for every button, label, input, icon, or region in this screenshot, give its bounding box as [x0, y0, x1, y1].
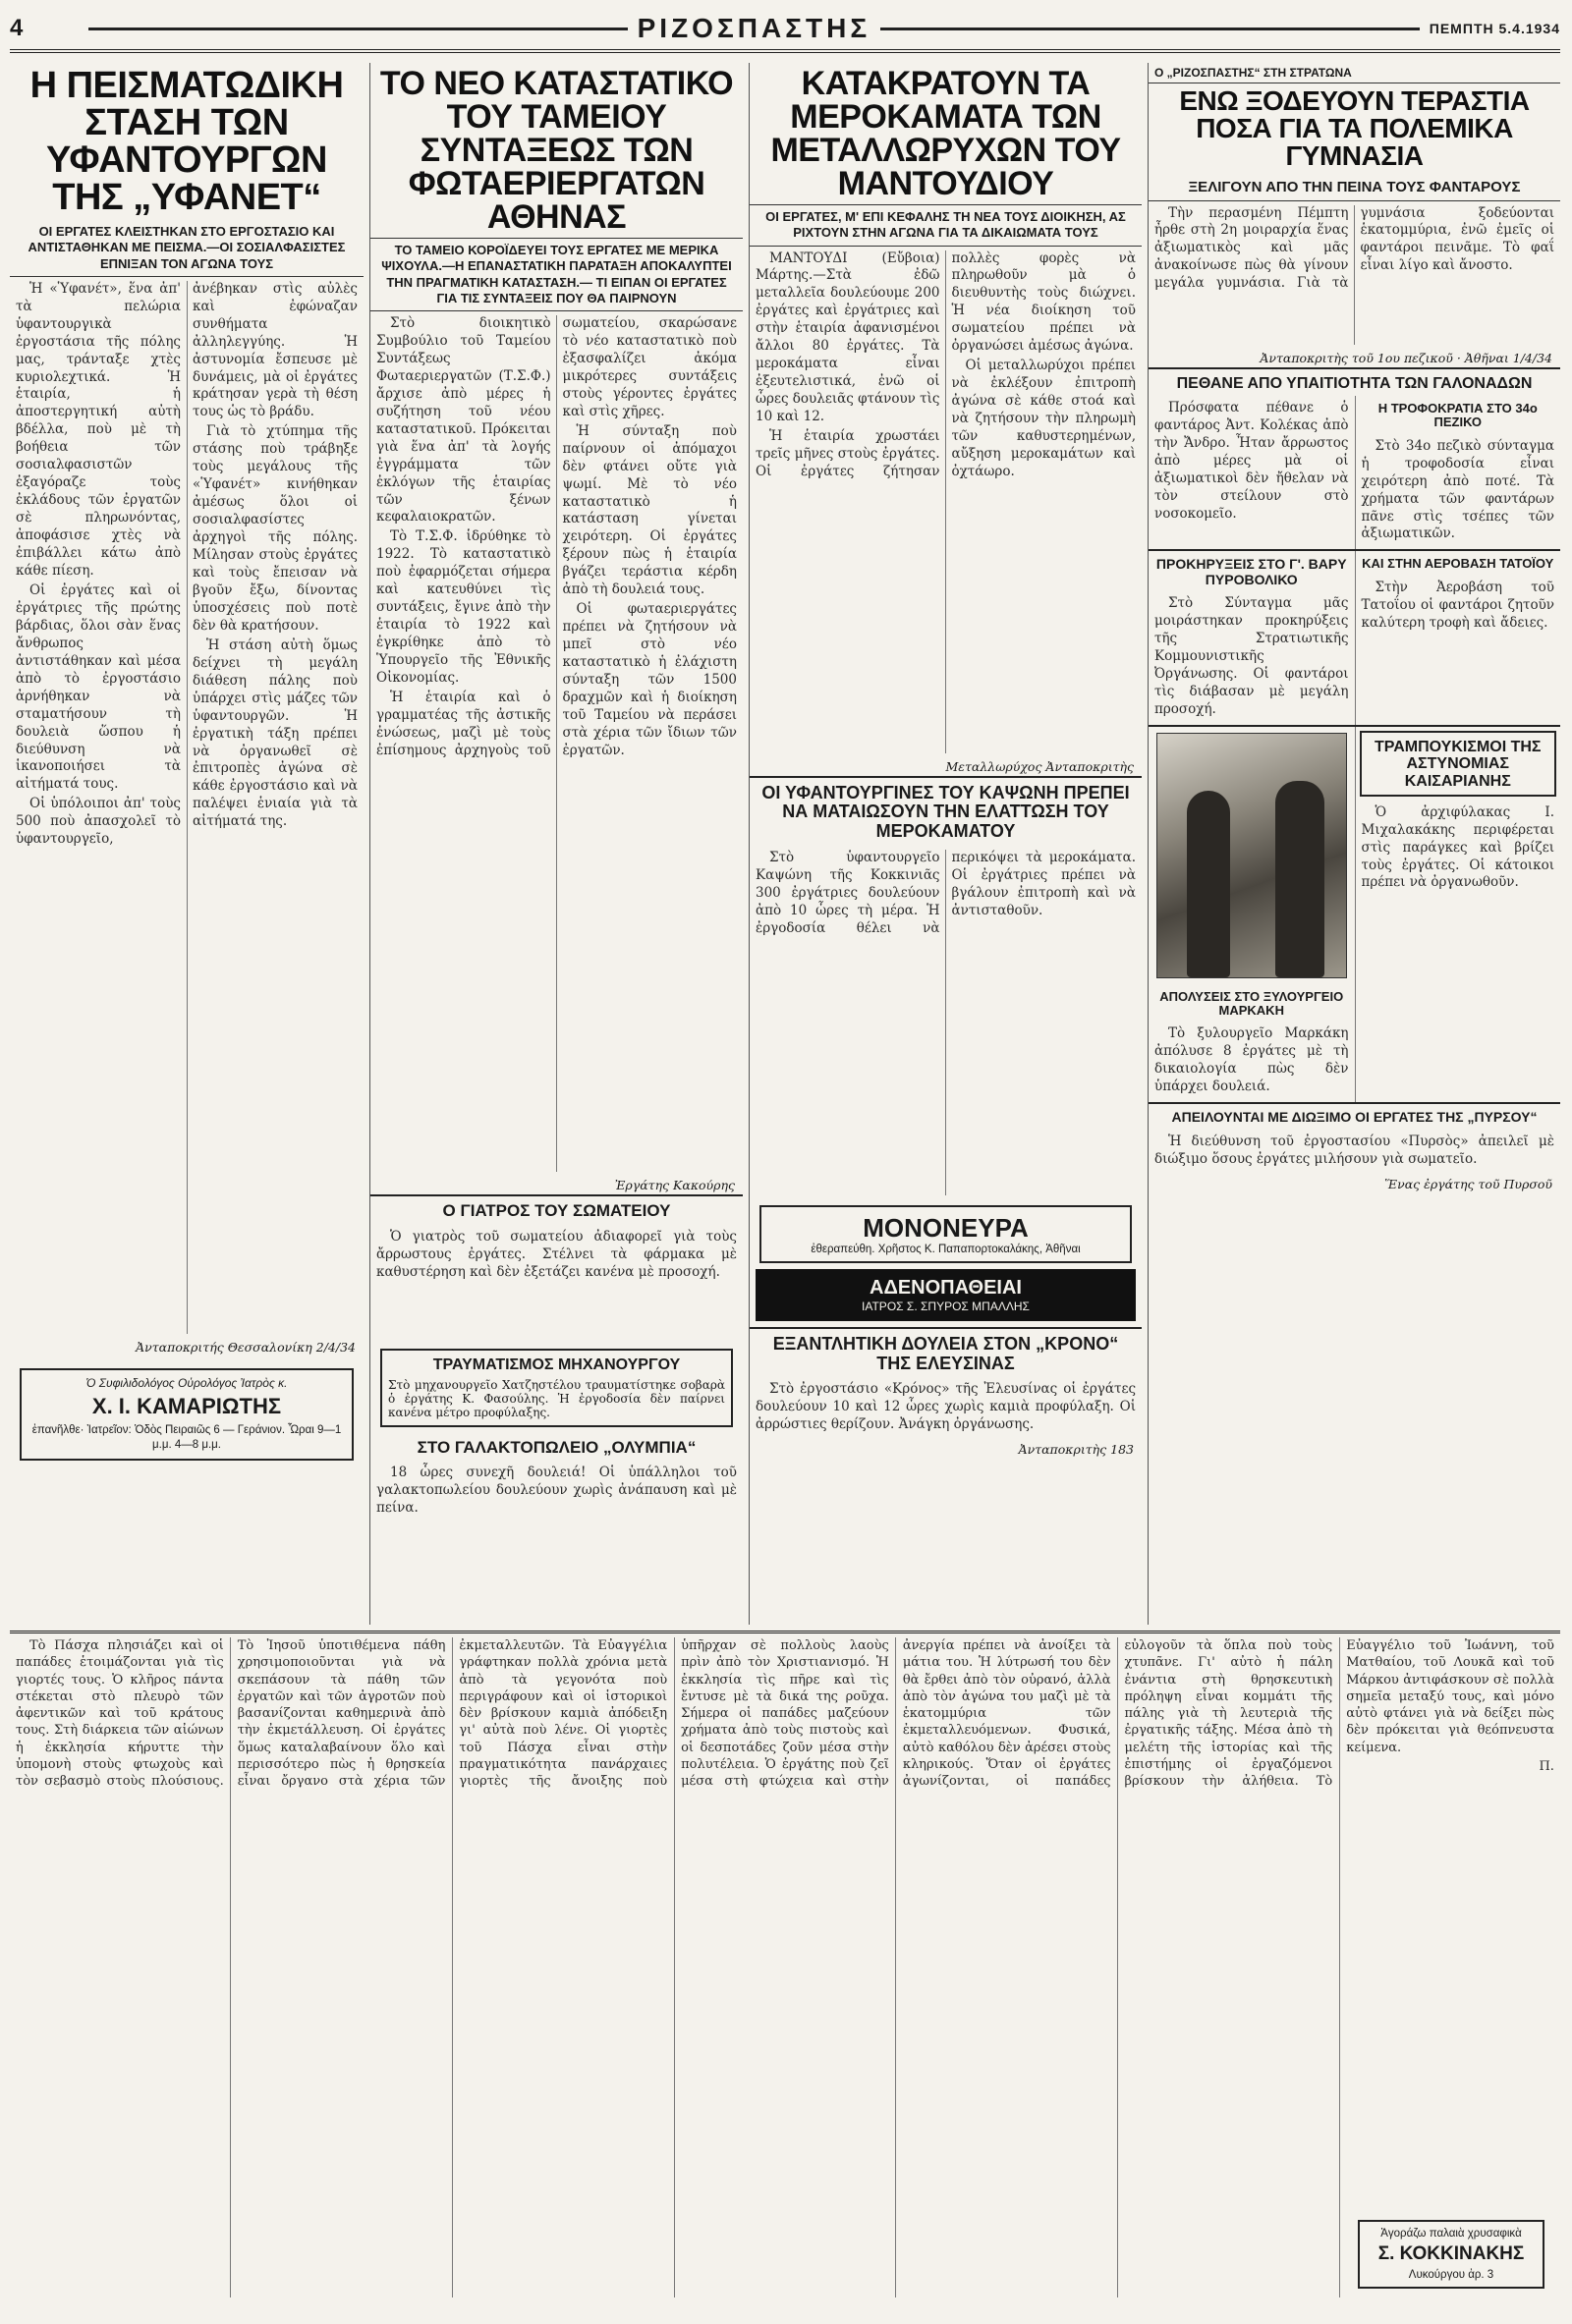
article-miners [749, 63, 1142, 1625]
section-subhead: ΠΡΟΚΗΡΥΞΕΙΣ ΣΤΟ Γ'. ΒΑΡΥ ΠΥΡΟΒΟΛΙΚΟ [1155, 556, 1347, 587]
article-subhead: ΤΟ ΤΑΜΕΙΟ ΚΟΡΟΪΔΕΥΕΙ ΤΟΥΣ ΕΡΓΑΤΕΣ ΜΕ ΜΕΡΙΚΑ ΨΙΧΟΥΛΑ.—Η ΕΠΑΝΑΣΤΑΤΙΚΗ ΠΑΡΑΤΑΞΗ ΑΠΟΚΑΛΥΠΤΕΙ ΤΗΝ ΠΡΑΓΜΑΤΙΚΗ ΚΑΤΑΣΤΑΣΗ.— ΤΙ ΕΙΠΑΝ ΟΙ ΕΡΓΑΤΕΣ ΓΙΑ ΤΙΣ ΣΥΝΤΑΞΕΙΣ ΠΟΥ ΘΑ ΠΑΙΡΝΟΥΝ [370, 239, 743, 311]
mononevra-advertisement [759, 1205, 1132, 1263]
ad-title: ΑΔΕΝΟΠΑΘΕΙΑΙ [870, 1276, 1022, 1299]
box-text: Στὸ μηχανουργεῖο Χατζηστέλου τραυματίστηκε σοβαρὰ ὁ ἐργάτης Κ. Φασούλης. Ἡ ἐργοδοσία δὲν παίρνει κανένα μέτρο προφύλαξης. [388, 1377, 725, 1419]
section-subhead: ΤΡΑΜΠΟΥΚΙΣΜΟΙ ΤΗΣ ΑΣΤΥΝΟΜΙΑΣ ΚΑΙΣΑΡΙΑΝΗΣ [1360, 731, 1557, 797]
ad-address: Λυκούργου ἀρ. 3 [1408, 2269, 1494, 2281]
section-body [1356, 801, 1561, 899]
section-subhead: Ο ΓΙΑΤΡΟΣ ΤΟΥ ΣΩΜΑΤΕΙΟΥ [370, 1194, 743, 1225]
ad-name: Χ. Ι. ΚΑΜΑΡΙΩΤΗΣ [91, 1393, 282, 1418]
paragraph: Ἡ σύνταξη ποὺ παίρνουν οἱ ἀπόμαχοι δὲν φτάνει οὔτε γιὰ ψωμί. Μὲ τὸ νέο καταστατικὸ ἡ κατάσταση γίνεται χειρότερη. Οἱ ἐργάτες ξέρουν πὼς ἡ ἑταιρία βγάζει τεράστια κέρδη ἀπὸ τὴ δουλειά τους. [562, 422, 737, 598]
article-body [750, 247, 1142, 757]
paragraph: Ὁ ἀρχιφύλακας Ι. Μιχαλακάκης περιφέρεται στὶς παράγκες καὶ βρίζει τοὺς ἐργάτες. Οἱ κάτοικοι πρέπει νὰ ὀργανωθοῦν. [1361, 803, 1554, 891]
article-headline: ΚΑΤΑΚΡΑΤΟΥΝ ΤΑ ΜΕΡΟΚΑΜΑΤΑ ΤΩΝ ΜΕΤΑΛΛΩΡΥΧΩΝ ΤΟΥ ΜΑΝΤΟΥΔΙΟΥ [750, 63, 1142, 205]
paragraph: Γιὰ τὸ χτύπημα τῆς στάσης ποὺ τράβηξε τοὺς μεγάλους τῆς «Ὑφανέτ» κινήθηκαν ἀμέσως ὅλοι οἱ σοσιαλφασίστες ἀρχηγοὶ τῆς πόλης. Μίλησαν στοὺς ἐργάτες καὶ τοὺς ἔπεισαν νὰ βγοῦν ἔξω, δίνοντας ὑποσχέσεις ποὺ ποτὲ δὲν θὰ κρατήσουν. [193, 423, 358, 634]
article-subhead: ΟΙ ΕΡΓΑΤΕΣ ΚΛΕΙΣΤΗΚΑΝ ΣΤΟ ΕΡΓΟΣΤΑΣΙΟ ΚΑΙ ΑΝΤΙΣΤΑΘΗΚΑΝ ΜΕ ΠΕΙΣΜΑ.—ΟΙ ΣΟΣΙΑΛΦΑΣΙΣΤΕΣ ΕΠΝΙΞΑΝ ΤΟΝ ΑΓΩΝΑ ΤΟΥΣ [10, 220, 364, 277]
section-subhead: ΚΑΙ ΣΤΗΝ ΑΕΡΟΒΑΣΗ ΤΑΤΟΪΟΥ [1362, 556, 1554, 572]
ad-text: ΙΑΤΡΟΣ Σ. ΣΠΥΡΟΣ ΜΠΑΛΛΗΣ [862, 1299, 1030, 1313]
masthead-rule [88, 28, 628, 30]
paragraph: Στὸ Σύνταγμα μᾶς μοιράστηκαν προκηρύξεις τῆς Στρατιωτικῆς Κομμουνιστικῆς Ὀργάνωσης. Οἱ φαντάροι τὶς διάβασαν μὲ μεγάλη προσοχή. [1154, 595, 1349, 717]
paragraph: Ἡ στάση αὐτὴ ὅμως δείχνει τὴ μεγάλη διάθεση πάλης ποὺ ὑπάρχει στὶς μάζες τῶν ὑφαντουργῶν. Ἡ ἐργατικὴ τάξη πρέπει νὰ ὀργανωθεῖ σὲ ἐπιτροπὲς ἀγώνα σὲ κάθε ἐργοστάσιο καὶ νὰ παλέψει ἑνιαία γιὰ τὰ αἰτήματά της. [193, 636, 358, 830]
paragraph: Οἱ ἐργάτες καὶ οἱ ἐργάτριες τῆς πρώτης βάρδιας, ὅλοι σὰν ἕνας ἄνθρωπος ἀντιστάθηκαν καὶ μέσα ἀπὸ τὸ ἐργοστάσιο ἀρνήθηκαν νὰ σταματήσουν τὴ δουλειὰ ὥσπου ἡ διεύθυνση νὰ ἱκανοποιήσει τὰ αἰτήματά τους. [16, 581, 181, 793]
section-subhead: Η ΤΡΟΦΟΚΡΑΤΙΑ ΣΤΟ 34ο ΠΕΖΙΚΟ [1377, 401, 1538, 430]
paragraph: Ἡ ἑταιρία καὶ ὁ γραμματέας τῆς ἀστικῆς ἐνώσεως, μαζὶ μὲ τοὺς ἐπίσημους ἀρχηγοὺς τοῦ σωματείου, σκαρώσανε τὸ νέο καταστατικὸ ποὺ ἐξασφαλίζει ἀκόμα μικρότερες συντάξεις στοὺς γέροντες ἐργάτες καὶ στὶς χῆρες. [376, 315, 737, 758]
section-subhead: ΕΞΑΝΤΛΗΤΙΚΗ ΔΟΥΛΕΙΑ ΣΤΟΝ „ΚΡΟΝΟ“ ΤΗΣ ΕΛΕΥΣΙΝΑΣ [750, 1327, 1142, 1378]
paragraph: Στὸ 34ο πεζικὸ σύνταγμα ἡ τροφοδοσία εἶναι χειρότερη ἀπὸ ποτέ. Τὰ χρήματα τῶν φαντάρων πᾶνε στὶς τσέπες τῶν ἀξιωματικῶν. [1361, 437, 1554, 542]
article-body [10, 277, 364, 1338]
section-body [1356, 434, 1561, 550]
paragraph: ΜΑΝΤΟΥΔΙ (Εὔβοια) Μάρτης.—Στὰ ἐδῶ μεταλλεῖα δουλεύουμε 200 ἐργάτες καὶ ἐργάτριες καὶ στὴν ἑταιρία ἀφανισμένοι ἄλλοι 80 ἐργάτες. Τὰ μεροκάματα εἶναι ἐξευτελιστικά, ἐνῶ οἱ ὧρες δουλειᾶς φτάνουν τὶς 10 καὶ 12. [756, 249, 940, 425]
brief-leaflets [1149, 551, 1355, 724]
paragraph: Οἱ ὑπόλοιποι ἀπ' τοὺς 500 ποὺ ἀπασχολεῖ τὸ ὑφαντουργεῖο, ἀνέβηκαν στὶς αὐλὲς καὶ ἐφώναζαν συνθήματα ἀλληλεγγύης. Ἡ ἀστυνομία ἔσπευσε μὲ δυνάμεις, μὰ οἱ ἐργάτες κράτησαν γερὰ τὴ θέση τους ὡς τὸ βράδυ. [16, 280, 358, 848]
photo-column [1149, 727, 1355, 1102]
brief-tatoi [1355, 551, 1561, 724]
photo-and-brief [1149, 725, 1560, 1102]
article-subhead: ΟΙ ΕΡΓΑΤΕΣ, Μ' ΕΠΙ ΚΕΦΑΛΗΣ ΤΗ ΝΕΑ ΤΟΥΣ ΔΙΟΙΚΗΣΗ, ΑΣ ΡΙΧΤΟΥΝ ΣΤΗΝ ΑΓΩΝΑ ΓΙΑ ΤΑ ΔΙΚΑΙΩΜΑΤΑ ΤΟΥΣ [750, 205, 1142, 247]
section-body [370, 1225, 743, 1343]
paragraph: Τὴν περασμένη Πέμπτη ἦρθε στὴ 2η μοιραρχία ἕνας ἀξιωματικὸς καὶ μᾶς ἀνακοίνωσε πὼς θὰ γίνουν μεγάλα γυμνάσια. Γιὰ τὰ γυμνάσια ξοδεύονται ἑκατομμύρια, ἐνῶ ἐμεῖς οἱ φαντάροι πεινᾶμε. Τὸ φαΐ εἶναι λίγο καὶ ἄνοστο. [1154, 204, 1554, 292]
paragraph: Ἡ ἑταιρία χρωστάει τρεῖς μῆνες στοὺς ἐργάτες. Οἱ ἐργάτες ζήτησαν πολλὲς φορὲς νὰ πληρωθοῦν μὰ ὁ διευθυντὴς τοὺς διώχνει. Ἡ νέα διοίκηση τοῦ σωματείου πρέπει νὰ ὀργανώσει ἀμέσως ἀγώνα. [756, 249, 1136, 479]
box-title: ΤΡΑΥΜΑΤΙΣΜΟΣ ΜΗΧΑΝΟΥΡΓΟΥ [432, 1356, 681, 1373]
ad-text: ἐπανῆλθε· Ἰατρεῖον: Ὁδὸς Πειραιῶς 6 — Γεράνιον. Ὧραι 9—1 μ.μ. 4—8 μ.μ. [31, 1423, 342, 1451]
feature-body [10, 1633, 1560, 2301]
doctor-advertisement [20, 1368, 354, 1461]
section-body [1149, 1022, 1355, 1102]
newspaper-page [10, 8, 1560, 2316]
section-body [1356, 576, 1561, 638]
paragraph: Τὸ Πάσχα πλησιάζει καὶ οἱ παπάδες ἑτοιμάζονται γιὰ τὶς γιορτές τους. Ὁ κλῆρος πάντα στέκεται στὸ πλευρὸ τῶν ἀφεντικῶν καὶ τοῦ κράτους τους. Στὴ διάρκεια τῶν αἰώνων ἡ ἐκκλησία κήρυττε τὴν ὑπομονὴ στοὺς φτωχοὺς καὶ τὸν σεβασμὸ στοὺς πλούσιους. Τὸ Ἰησοῦ ὑποτιθέμενα πάθη χρησιμοποιοῦνται γιὰ νὰ σκεπάσουν τὰ πάθη τῶν ἐργατῶν καὶ τῶν ἀγροτῶν ποὺ βασανίζονται καθημερινὰ ἀπὸ τὴν ἐκμετάλλευση. Οἱ ἐργάτες ὅμως καταλαβαίνουν ὅλο καὶ περισσότερο πὼς ἡ θρησκεία εἶναι ὄργανο στὰ χέρια τῶν ἐκμεταλλευτῶν. Τὰ Εὐαγγέλια γράφτηκαν πολλὰ χρόνια μετὰ ἀπὸ τὰ γεγονότα ποὺ περιγράφουν καὶ οἱ ἱστορικοὶ δὲν βρίσκουν καμιὰ ἀπόδειξη γι' αὐτὰ ποὺ λένε. Οἱ γιορτὲς τοῦ Πάσχα εἶναι στὴν πραγματικότητα πανάρχαιες γιορτὲς τῆς ἄνοιξης ποὺ ὑπῆρχαν σὲ πολλοὺς λαοὺς πρὶν ἀπὸ τὸν Χριστιανισμό. Ἡ ἐκκλησία τὶς πῆρε καὶ τὶς ἔντυσε μὲ τὰ δικά της ροῦχα. Σήμερα οἱ παπάδες μαζεύουν χρήματα ἀπὸ τοὺς πιστοὺς καὶ οἱ δεσποτάδες ζοῦν μέσα στὴν πολυτέλεια. Ὁ ἐργάτης ποὺ ζεῖ μέσα στὴ φτώχεια καὶ στὴν ἀνεργία πρέπει νὰ ἀνοίξει τὰ μάτια του. Ἡ λύτρωσή του δὲν θὰ ἔρθει ἀπὸ τὸν οὐρανό, ἀλλὰ ἀπὸ τὸν ἀγώνα του μαζὶ μὲ τὰ ἑκατομμύρια τῶν ἐκμεταλλευόμενων. Φυσικά, αὐτὸ καθόλου δὲν ἀρέσει στοὺς κληρικούς. Ὅταν οἱ ἐργάτες ἀγωνίζονται, οἱ παπάδες εὐλογοῦν τὰ ὅπλα ποὺ τοὺς χτυπᾶνε. Γι' αὐτὸ ἡ πάλη ἐνάντια στὴ θρησκευτικὴ πρόληψη εἶναι κομμάτι τῆς πάλης γιὰ τὴ λευτεριὰ τῆς ἐργατικῆς τάξης. Μέσα ἀπὸ τὴ μελέτη τῆς ἱστορίας καὶ τῆς ἐπιστήμης οἱ ἐργαζόμενοι βρίσκουν τὴν ἀλήθεια. Τὸ Εὐαγγέλιο τοῦ Ἰωάννη, τοῦ Ματθαίου, τοῦ Λουκᾶ καὶ τοῦ Μάρκου ἀντιφάσκουν σὲ πολλὰ σημεῖα μεταξύ τους, καὶ μόνο αὐτὸ φτάνει γιὰ νὰ δείξει πὼς δὲν πρόκειται γιὰ θεόπνευστα κείμενα. [16, 1638, 1554, 1790]
paragraph: Ὁ γιατρὸς τοῦ σωματείου ἀδιαφορεῖ γιὰ τοὺς ἄρρωστους ἐργάτες. Στέλνει τὰ φάρμακα μὲ καθυστέρηση καὶ δὲν ἐξετάζει κανένα μὲ προσοχή. [376, 1228, 737, 1280]
article-headline: Η ΠΕΙΣΜΑΤΩΔΙΚΗ ΣΤΑΣΗ ΤΩΝ ΥΦΑΝΤΟΥΡΓΩΝ ΤΗΣ „ΥΦΑΝΕΤ“ [29, 65, 344, 218]
ad-intro: Ὁ Συφιλιδολόγος Οὐρολόγος Ἰατρὸς κ. [85, 1375, 288, 1390]
section-signature: Ἀνταποκριτὴς 183 [1018, 1442, 1134, 1458]
section-subhead: ΣΤΟ ΓΑΛΑΚΤΟΠΩΛΕΙΟ „ΟΛΥΜΠΙΑ“ [417, 1437, 697, 1457]
article-signature: Ἐργάτης Κακούρης [614, 1178, 735, 1192]
article-weavers [10, 63, 364, 1625]
article-pension-fund [369, 63, 743, 1625]
section-subhead: ΑΠΟΛΥΣΕΙΣ ΣΤΟ ΞΥΛΟΥΡΓΕΙΟ ΜΑΡΚΑΚΗ [1159, 988, 1344, 1019]
article-signature: Μεταλλωρύχος Ἀνταποκριτὴς [945, 758, 1134, 774]
section-subhead: ΟΙ ΥΦΑΝΤΟΥΡΓΙΝΕΣ ΤΟΥ ΚΑΨΩΝΗ ΠΡΕΠΕΙ ΝΑ ΜΑΤΑΙΩΣΟΥΝ ΤΗΝ ΕΛΑΤΤΩΣΗ ΤΟΥ ΜΕΡΟΚΑΜΑΤΟΥ [750, 776, 1142, 846]
ad-text: Ἀγοράζω παλαιὰ χρυσαφικὰ [1380, 2228, 1522, 2240]
article-subhead: ΞΕΛΙΓΟΥΝ ΑΠΟ ΤΗΝ ΠΕΙΝΑ ΤΟΥΣ ΦΑΝΤΑΡΟΥΣ [1149, 174, 1560, 201]
paragraph: Στὸ διοικητικὸ Συμβούλιο τοῦ Ταμείου Συντάξεως Φωταεριεργατῶν (Τ.Σ.Φ.) ἄρχισε ἀπὸ μέρες ἡ συζήτηση τοῦ νέου καταστατικοῦ. Πρόκειται γιὰ ἕνα ἀπ' τὰ λογής ἐγγράμματα τῶν ἐκλόγων τῆς ἑταιρίας τῶν ξένων κεφαλαιοκρατῶν. [376, 315, 551, 526]
paragraph: Στὸ ὑφαντουργεῖο Καψώνη τῆς Κοκκινιᾶς 300 ἐργάτριες δουλεύουν ἀπὸ 10 ὧρες τὴ μέρα. Ἡ ἐργοδοσία θέλει νὰ περικόψει τὰ μεροκάματα. Οἱ ἐργάτριες πρέπει νὰ βγάλουν ἐπιτροπὴ καὶ νὰ ἀντισταθοῦν. [756, 849, 1136, 936]
section-kicker: Ο „ΡΙΖΟΣΠΑΣΤΗΣ“ ΣΤΗ ΣΤΡΑΤΩΝΑ [1149, 63, 1560, 83]
section-body [1149, 591, 1355, 725]
paragraph: Τὸ Τ.Σ.Φ. ἱδρύθηκε τὸ 1922. Τὸ καταστατικὸ ποὺ ἐφαρμόζεται σήμερα καὶ κατευθύνει τὶς συντάξεις, ἔγινε ἀπὸ τὴν ἑταιρία τὸ 1922 καὶ ἐγκρίθηκε ἀπὸ τὸ Ὑπουργεῖο τῆς Ἐθνικῆς Οἰκονομίας. [376, 528, 551, 687]
section-subhead: ΠΕΘΑΝΕ ΑΠΟ ΥΠΑΙΤΙΟΤΗΤΑ ΤΩΝ ΓΑΛΟΝΑΔΩΝ [1149, 367, 1560, 397]
article-headline: ΕΝΩ ΞΟΔΕΥΟΥΝ ΤΕΡΑΣΤΙΑ ΠΟΣΑ ΓΙΑ ΤΑ ΠΟΛΕΜΙΚΑ ΓΥΜΝΑΣΙΑ [1179, 85, 1530, 171]
paragraph: Στὴν Ἀεροβάση τοῦ Τατοΐου οἱ φαντάροι ζητοῦν καλύτερη τροφὴ καὶ ἄδειες. [1361, 579, 1554, 631]
paragraph: Στὸ ἐργοστάσιο «Κρόνος» τῆς Ἐλευσίνας οἱ ἐργάτες δουλεύουν 10 καὶ 12 ὧρες χωρὶς καμιὰ προφύλαξη. Οἱ ἀρρώστιες θερίζουν. Ἀνάγκη ὀργάνωσης. [756, 1381, 1136, 1433]
paper-name: ΡΙΖΟΣΠΑΣΤΗΣ [637, 13, 871, 43]
masthead-rule-right [880, 28, 1420, 30]
section-body [750, 1377, 1142, 1440]
section-army [1148, 63, 1560, 1625]
feature-article [10, 1631, 1560, 2308]
adenopatheiai-advertisement [756, 1269, 1136, 1321]
section-subhead: ΑΠΕΙΛΟΥΝΤΑΙ ΜΕ ΔΙΩΞΙΜΟ ΟΙ ΕΡΓΑΤΕΣ ΤΗΣ „ΠΥΡΣΟΥ“ [1149, 1102, 1560, 1129]
kokkinakis-advertisement [1358, 2220, 1544, 2289]
section-signature: Ἕνας ἐργάτης τοῦ Πυρσοῦ [1384, 1176, 1552, 1191]
ad-title: ΜΟΝΟΝΕΥΡΑ [863, 1212, 1029, 1243]
paragraph: 18 ὧρες συνεχῆ δουλειά! Οἱ ὑπάλληλοι τοῦ γαλακτοπωλείου δουλεύουν χωρὶς ἀνάπαυση καὶ μὲ πείνα. [376, 1465, 737, 1517]
paragraph: Ἡ «Ὑφανέτ», ἕνα ἀπ' τὰ πελώρια ὑφαντουργικὰ ἐργοστάσια τῆς πόλης μας, τράνταξε χτὲς κυριολεχτικά. Ἡ ἑταιρία, ἡ ἀποστεργητική αὐτὴ βδέλλα, ποὺ μὲ τὴ βοήθεια τῶν σοσιαλφασιστῶν ἐξαγόραζε τοὺς ἐκλάδους τῶν ἐργατῶν σὲ πληρωνόντας, ἀποφάσισε χτὲς νὰ ἐπιβάλλει κάτω ἀπὸ κάθε πίεση. [16, 280, 181, 579]
page-number: 4 [10, 15, 24, 41]
news-photograph [1156, 733, 1347, 978]
two-column-briefs [1149, 396, 1560, 549]
article-signature: Ἀνταποκριτὴς τοῦ 1ου πεζικοῦ · Ἀθῆναι 1/4/34 [1260, 350, 1552, 365]
paragraph: Ἡ διεύθυνση τοῦ ἐργοστασίου «Πυρσὸς» ἀπειλεῖ μὲ διώξιμο ὅσους ἐργάτες μιλήσουν γιὰ σωματεῖο. [1154, 1133, 1554, 1167]
photo-figure [1275, 781, 1324, 977]
paragraph: Οἱ φωταεριεργάτες πρέπει νὰ ζητήσουν νὰ μπεῖ στὸ νέο καταστατικὸ ἡ ἐλάχιστη σύνταξη τῶν 1500 δραχμῶν καὶ ἡ διοίκηση τοῦ Ταμείου νὰ περάσει στὰ χέρια τῶν ἴδιων τῶν ἐργατῶν. [562, 601, 737, 758]
ad-text: ἐθεραπεύθη. Χρῆστος Κ. Παπαπορτοκαλάκης, Ἀθῆναι [811, 1243, 1081, 1255]
article-body [1149, 201, 1560, 349]
brief-rations [1355, 396, 1561, 549]
section-body [1149, 1130, 1560, 1175]
section-body [750, 846, 1142, 1199]
article-headline: ΤΟ ΝΕΟ ΚΑΤΑΣΤΑΤΙΚΟ ΤΟΥ ΤΑΜΕΙΟΥ ΣΥΝΤΑΞΕΩΣ ΤΩΝ ΦΩΤΑΕΡΙΕΡΓΑΤΩΝ ΑΘΗΝΑΣ [370, 63, 743, 239]
section-body [370, 1461, 743, 1523]
issue-date: ΠΕΜΠΤΗ 5.4.1934 [1429, 21, 1561, 36]
paragraph: Τὸ ξυλουργεῖο Μαρκάκη ἀπόλυσε 8 ἐργάτες μὲ τὴ δικαιολογία πὼς δὲν ὑπάρχει δουλειά. [1154, 1025, 1349, 1095]
article-body [370, 311, 743, 1176]
paragraph: Πρόσφατα πέθανε ὁ φαντάρος Ἀντ. Κολέκας ἀπὸ τὴν Ἄνδρο. Ἦταν ἄρρωστος ἀπὸ μέρες μὰ οἱ ἀξιωματικοὶ δὲν ἤθελαν νὰ τὸν στείλουν στὸ νοσοκομεῖο. [1154, 400, 1349, 522]
photo-figure [1187, 791, 1230, 977]
masthead [10, 8, 1560, 53]
two-column-briefs [1149, 549, 1560, 724]
ad-name: Σ. ΚΟΚΚΙΝΑΚΗΣ [1377, 2243, 1525, 2264]
section-body [1149, 396, 1355, 543]
paragraph: Οἱ μεταλλωρύχοι πρέπει νὰ ἐκλέξουν ἐπιτροπὴ ἀγώνα σὲ κάθε στοά καὶ νὰ ζητήσουν τὴν πληρωμὴ τῶν καθυστερημένων, αὔξηση μεροκαμάτων καὶ ὀχτάωρο. [951, 358, 1136, 479]
article-signature: Ἀνταποκριτής Θεσσαλονίκη 2/4/34 [136, 1339, 356, 1355]
brief-police [1355, 727, 1561, 1102]
feature-signature: Π. [1539, 1758, 1554, 1774]
injury-box [380, 1349, 733, 1427]
